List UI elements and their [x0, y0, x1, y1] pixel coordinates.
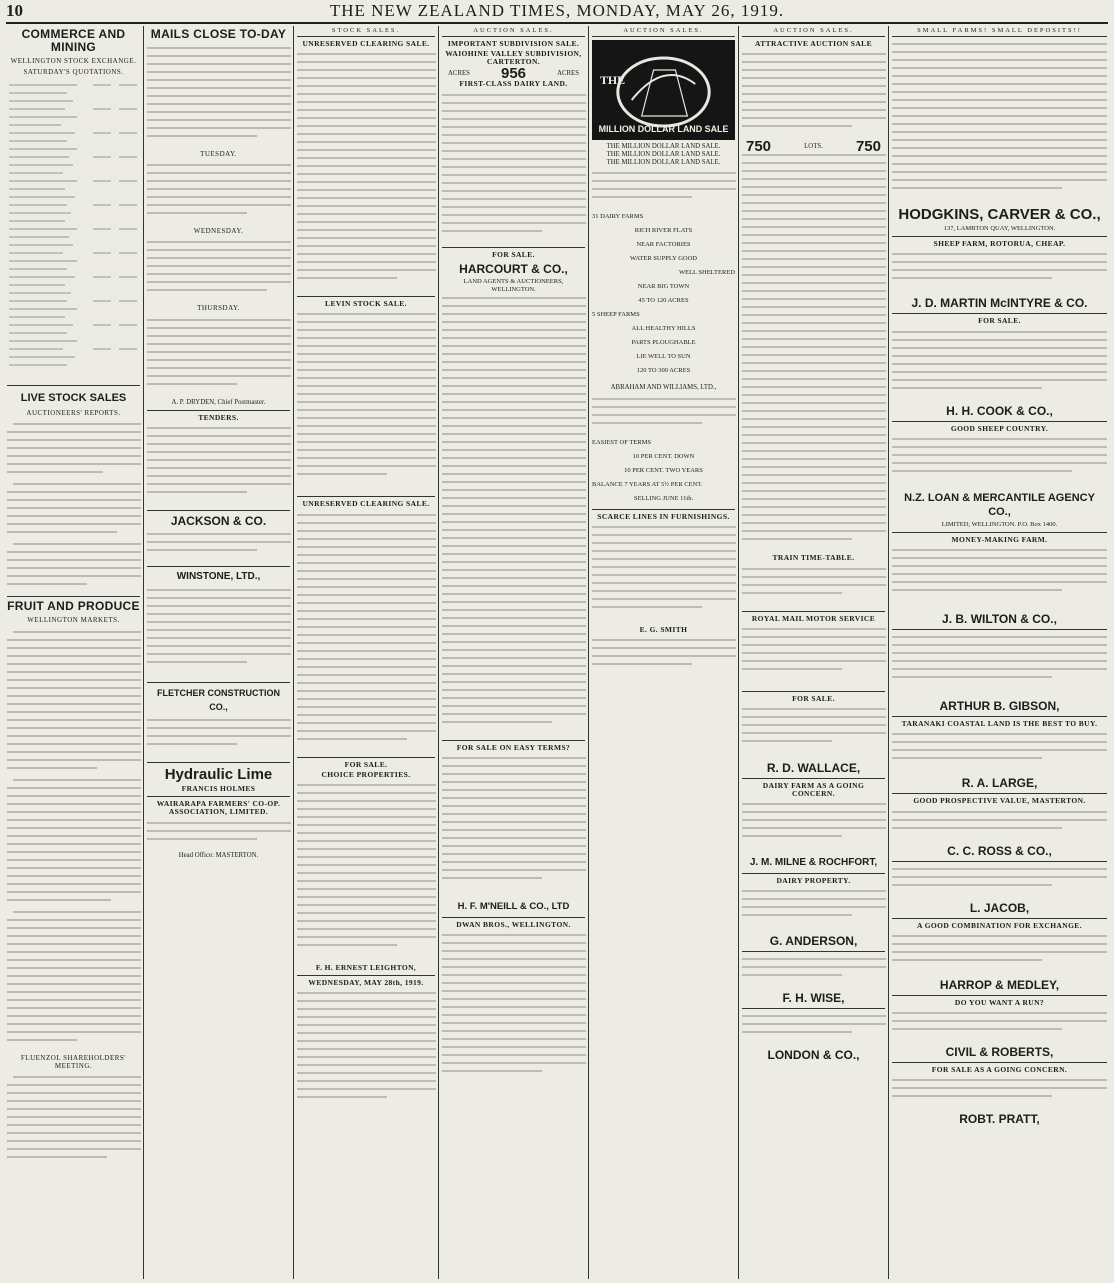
- ad-money-making: MONEY-MAKING FARM.: [951, 534, 1048, 544]
- body-text-graphic: [892, 250, 1107, 290]
- sale-item: ALL HEALTHY HILLS: [631, 325, 696, 333]
- acres-label-right: ACRES: [557, 70, 579, 78]
- body-text-graphic: [592, 393, 736, 433]
- ad-for-sale: FOR SALE.: [344, 759, 388, 769]
- subhead-thursday: THURSDAY.: [197, 304, 240, 313]
- lots-label: LOTS.: [804, 143, 823, 151]
- ad-wallace: R. D. WALLACE,: [766, 761, 861, 776]
- sale-item: NEAR FACTORIES: [636, 241, 691, 249]
- lots-number-right: 750: [855, 138, 881, 156]
- page-number: 10: [6, 1, 23, 20]
- heading-mails: MAILS CLOSE TO-DAY: [150, 27, 287, 41]
- column-auction-3: [739, 26, 889, 1279]
- body-text-graphic: [442, 754, 586, 894]
- body-text-graphic: [892, 40, 1107, 200]
- column-header: SMALL FARMS! SMALL DEPOSITS!!: [892, 26, 1107, 37]
- sale-items-list: [592, 210, 735, 378]
- body-text-graphic: [297, 511, 436, 751]
- logo-text: MILLION DOLLAR LAND SALE: [598, 124, 729, 135]
- ad-for-sale: FOR SALE.: [978, 316, 1021, 326]
- ad-royal-mail: ROYAL MAIL MOTOR SERVICE: [751, 613, 876, 623]
- ad-taranaki: TARANAKI COASTAL LAND IS THE BEST TO BUY.: [901, 719, 1098, 729]
- body-text-graphic: [892, 865, 1107, 895]
- sale-item: WELL SHELTERED: [678, 269, 735, 277]
- term-item: EASIEST OF TERMS: [592, 438, 651, 446]
- ad-rotorua: SHEEP FARM, ROTORUA, CHEAP.: [933, 239, 1066, 249]
- mdls-line-2: THE MILLION DOLLAR LAND SALE.: [606, 151, 721, 159]
- body-text-graphic: [442, 294, 586, 734]
- body-text-graphic: [147, 819, 291, 849]
- ad-clearing-sale: UNRESERVED CLEARING SALE.: [302, 39, 430, 49]
- subhead-auctioneers: AUCTIONEERS' REPORTS.: [26, 409, 121, 418]
- sale-item: NEAR BIG TOWN: [637, 283, 690, 291]
- ad-mneill: H. F. M'NEILL & CO., LTD: [457, 901, 570, 913]
- body-text-graphic: [297, 310, 436, 490]
- ad-going-concern: FOR SALE AS A GOING CONCERN.: [931, 1065, 1068, 1075]
- lots-number-left: 750: [746, 138, 772, 156]
- ad-easy-terms: FOR SALE ON EASY TERMS?: [456, 743, 571, 753]
- body-text-graphic: [892, 1009, 1107, 1039]
- ad-wairarapa-farmers: WAIRARAPA FARMERS' CO-OP. ASSOCIATION, LIMITED.: [156, 799, 281, 817]
- ad-dairy-property: DAIRY PROPERTY.: [776, 876, 851, 886]
- body-text-graphic: [892, 328, 1107, 398]
- body-text-graphic: [742, 151, 886, 551]
- ad-attractive-sale: ATTRACTIVE AUCTION SALE: [754, 39, 872, 49]
- ad-subdivision-sale: IMPORTANT SUBDIVISION SALE.: [447, 39, 580, 49]
- ad-levin-stock-sale: LEVIN STOCK SALE.: [325, 299, 407, 309]
- column-header: AUCTION SALES.: [592, 26, 735, 37]
- body-text-graphic: [892, 633, 1107, 693]
- body-text-graphic: [592, 636, 736, 676]
- masthead: [6, 0, 1108, 24]
- body-text-graphic: [147, 530, 291, 560]
- subhead-wednesday: WEDNESDAY.: [193, 227, 244, 236]
- body-text-graphic: [742, 800, 886, 850]
- body-text-graphic: [297, 989, 436, 1109]
- column-auction-1: [439, 26, 589, 1279]
- body-text-graphic: [892, 546, 1107, 606]
- body-text-graphic: [7, 1073, 141, 1163]
- ad-harcourt: HARCOURT & CO.,: [459, 261, 568, 276]
- term-item: 10 PER CENT. TWO YEARS: [624, 466, 703, 474]
- ad-wise: F. H. WISE,: [782, 990, 845, 1005]
- ad-fletcher: FLETCHER CONSTRUCTION CO.,: [157, 688, 280, 713]
- ad-pratt: ROBT. PRATT,: [959, 1112, 1040, 1127]
- sale-item: 120 TO 300 ACRES: [636, 367, 691, 375]
- masthead-title: THE NEW ZEALAND TIMES, MONDAY, MAY 26, 1919.: [329, 1, 785, 20]
- ad-sheep-country: GOOD SHEEP COUNTRY.: [950, 423, 1049, 433]
- acres-number: 956: [500, 65, 527, 83]
- body-text-graphic: [742, 705, 886, 755]
- ad-jacob: L. JACOB,: [969, 900, 1030, 915]
- sale-item: 45 TO 120 ACRES: [638, 297, 689, 305]
- ad-combination: A GOOD COMBINATION FOR EXCHANGE.: [917, 920, 1082, 930]
- body-text-graphic: [297, 781, 436, 961]
- mdls-line-1: THE MILLION DOLLAR LAND SALE.: [606, 143, 721, 151]
- body-text-graphic: [147, 161, 291, 221]
- body-text-graphic: [742, 565, 886, 605]
- ad-anderson: G. ANDERSON,: [769, 933, 858, 948]
- logo-the: THE: [599, 73, 626, 88]
- terms-list: [592, 436, 735, 506]
- body-text-graphic: [147, 716, 291, 756]
- ad-ross: C. C. ROSS & CO.,: [947, 843, 1052, 858]
- body-text-graphic: [742, 50, 886, 140]
- column-header: AUCTION SALES.: [742, 26, 885, 37]
- for-sale-heading: FOR SALE.: [492, 249, 535, 259]
- subhead-fluenzol: FLUENZOL SHAREHOLDERS' MEETING.: [20, 1053, 127, 1070]
- body-text-graphic: [7, 628, 141, 1048]
- sale-item: PARTS PLOUGHABLE: [631, 339, 696, 347]
- head-office: Head Office: MASTERTON.: [178, 851, 259, 859]
- column-stock-sales: [294, 26, 439, 1279]
- body-text-graphic: [892, 1076, 1107, 1106]
- ad-harrop: HARROP & MEDLEY,: [939, 977, 1060, 992]
- ad-gibson: ARTHUR B. GIBSON,: [939, 699, 1060, 714]
- ad-jackson: JACKSON & CO.: [170, 513, 267, 528]
- ad-dairy-land: FIRST-CLASS DAIRY LAND.: [459, 79, 568, 89]
- hodgkins-address: 137, LAMBTON QUAY, WELLINGTON.: [943, 225, 1056, 233]
- ad-mcintyre: J. D. MARTIN McINTYRE & CO.: [911, 296, 1088, 311]
- body-text-graphic: [442, 91, 586, 241]
- ad-dwan-bros: DWAN BROS., WELLINGTON.: [456, 920, 571, 930]
- ad-london: LONDON & CO.,: [767, 1047, 860, 1062]
- nz-loan-sub: LIMITED, WELLINGTON. P.O. Box 1400.: [941, 520, 1058, 528]
- ad-leighton: F. H. ERNEST LEIGHTON,: [315, 962, 417, 972]
- ad-want-a-run: DO YOU WANT A RUN?: [954, 997, 1045, 1007]
- ad-milne-rochfort: J. M. MILNE & ROCHFORT,: [749, 857, 878, 869]
- ad-waiohine: WAIOHINE VALLEY SUBDIVISION, CARTERTON.: [445, 49, 582, 67]
- ad-smith: E. G. SMITH: [639, 624, 688, 634]
- ad-cook: H. H. COOK & CO.,: [946, 403, 1053, 418]
- ad-choice-properties: CHOICE PROPERTIES.: [321, 769, 411, 779]
- heading-live-stock: LIVE STOCK SALES: [20, 392, 127, 405]
- column-auction-2: [589, 26, 739, 1279]
- body-text-graphic: [892, 808, 1107, 838]
- body-text-graphic: [147, 586, 291, 676]
- ad-wilton: J. B. WILTON & CO.,: [942, 612, 1057, 627]
- heading-commerce: COMMERCE AND MINING: [21, 27, 126, 54]
- body-text-graphic: [592, 167, 736, 207]
- sale-item: LIE WELL TO SUN: [636, 353, 691, 361]
- quotation-table-graphic: [7, 79, 141, 379]
- body-text-graphic: [892, 730, 1107, 770]
- heading-fruit-produce: FRUIT AND PRODUCE: [7, 599, 140, 614]
- tenders-heading: TENDERS.: [198, 412, 239, 422]
- column-header: AUCTION SALES.: [442, 26, 585, 37]
- body-text-graphic: [892, 435, 1107, 485]
- million-dollar-logo: [592, 40, 735, 140]
- sale-item: 5 SHEEP FARMS: [592, 311, 640, 319]
- ad-large: R. A. LARGE,: [961, 776, 1038, 791]
- body-text-graphic: [742, 955, 886, 985]
- column-mails: [144, 26, 294, 1279]
- ad-francis-holmes: FRANCIS HOLMES: [181, 784, 256, 794]
- ad-hodgkins: HODGKINS, CARVER & CO.,: [898, 206, 1101, 224]
- body-text-graphic: [147, 424, 291, 504]
- body-text-graphic: [592, 523, 736, 623]
- body-text-graphic: [147, 44, 291, 144]
- mdls-line-3: THE MILLION DOLLAR LAND SALE.: [606, 159, 721, 167]
- acres-label-left: ACRES: [448, 70, 470, 78]
- postmaster-signature: A. P. DRYDEN, Chief Postmaster.: [171, 398, 266, 406]
- sale-item: 31 DAIRY FARMS: [592, 213, 644, 221]
- ad-dairy-concern: DAIRY FARM AS A GOING CONCERN.: [762, 781, 865, 799]
- ad-clearing-sale-2: UNRESERVED CLEARING SALE.: [302, 499, 430, 509]
- column-farms: [889, 26, 1110, 1279]
- body-text-graphic: [742, 625, 886, 685]
- ad-for-sale: FOR SALE.: [792, 693, 835, 703]
- subhead-markets: WELLINGTON MARKETS.: [27, 616, 120, 625]
- body-text-graphic: [742, 887, 886, 927]
- ad-civil-roberts: CIVIL & ROBERTS,: [945, 1045, 1054, 1060]
- term-item: BALANCE 7 YEARS AT 5½ PER CENT.: [592, 480, 703, 488]
- sale-item: RICH RIVER FLATS: [634, 227, 693, 235]
- body-text-graphic: [147, 316, 291, 396]
- body-text-graphic: [742, 1012, 886, 1042]
- ad-abraham-williams: ABRAHAM AND WILLIAMS, LTD.,: [610, 384, 717, 392]
- subhead-tuesday: TUESDAY.: [200, 150, 237, 159]
- ad-masterton: GOOD PROSPECTIVE VALUE, MASTERTON.: [913, 796, 1086, 806]
- term-item: 10 PER CENT. DOWN: [632, 452, 695, 460]
- ad-wednesday-sale: WEDNESDAY, MAY 28th, 1919.: [308, 978, 424, 988]
- column-commerce: [4, 26, 144, 1279]
- body-text-graphic: [7, 420, 141, 590]
- subhead-stock-exchange: WELLINGTON STOCK EXCHANGE.: [10, 57, 137, 65]
- body-text-graphic: [147, 238, 291, 298]
- body-text-graphic: [442, 931, 586, 1081]
- subhead-quotations: SATURDAY'S QUOTATIONS.: [23, 68, 124, 77]
- ad-nz-loan: N.Z. LOAN & MERCANTILE AGENCY CO.,: [904, 491, 1095, 518]
- term-item: SELLING JUNE 11th.: [633, 494, 694, 502]
- harcourt-sub: LAND AGENTS & AUCTIONEERS, WELLINGTON.: [463, 277, 564, 293]
- column-header: STOCK SALES.: [297, 26, 435, 37]
- ad-train-timetable: TRAIN TIME-TABLE.: [772, 553, 855, 563]
- body-text-graphic: [892, 932, 1107, 972]
- ad-hydraulic-lime: Hydraulic Lime: [164, 766, 273, 784]
- ad-furnishings: SCARCE LINES IN FURNISHINGS.: [597, 511, 730, 521]
- sale-item: WATER SUPPLY GOOD: [629, 255, 697, 263]
- body-text-graphic: [297, 50, 436, 290]
- ad-winstone: WINSTONE, LTD.,: [176, 571, 261, 583]
